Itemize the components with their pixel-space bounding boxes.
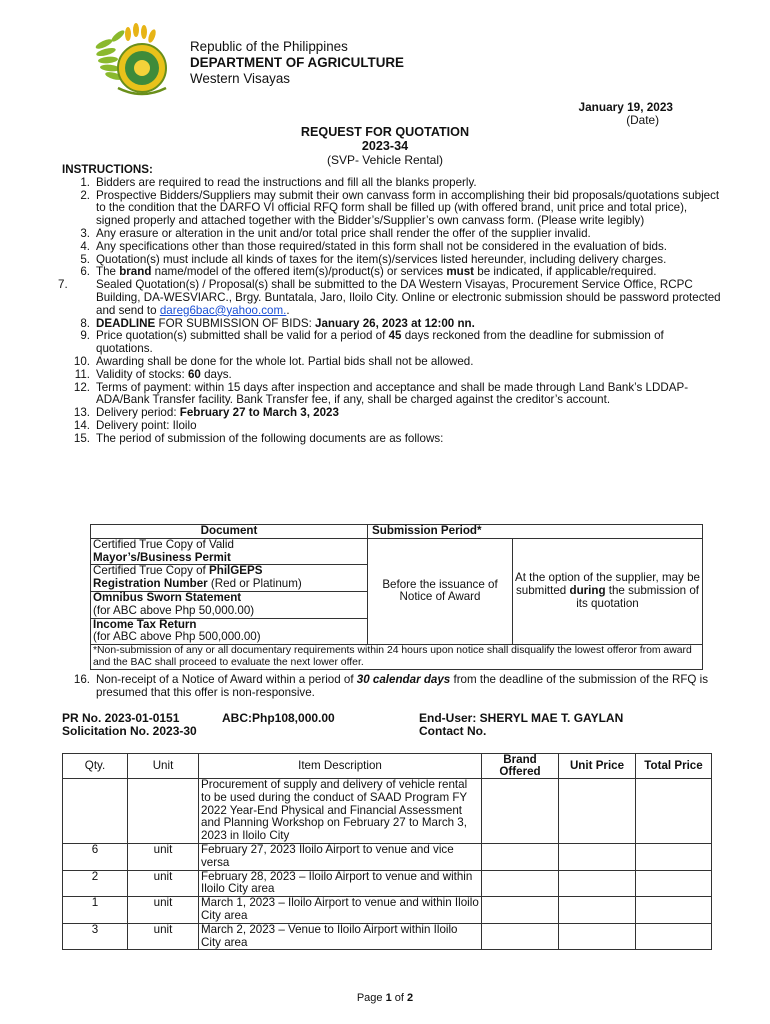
- brand-input[interactable]: [482, 870, 559, 897]
- solicitation-number: Solicitation No. 2023-30: [62, 724, 197, 738]
- header-region: Western Visayas: [190, 71, 290, 86]
- qty-cell: 6: [63, 843, 128, 870]
- total-price-header: Total Price: [636, 754, 712, 779]
- instruction-16: [62, 674, 722, 700]
- brand-input[interactable]: [482, 923, 559, 950]
- qty-cell: 1: [63, 897, 128, 924]
- instruction-item: 4. Any specifications other than those required/stated in this form shall not be considered in the evaluation of bids.: [80, 239, 668, 253]
- instructions: [58, 163, 722, 446]
- doc-note: *Non-submission of any or all documentary requirements within 24 hours upon notice shall disqualify the lowest offeror from award and the BAC shall proceed to evaluate the next lower offer.: [91, 645, 703, 670]
- instruction-item: 1. Bidders are required to read the instructions and fill all the blanks properly.: [80, 175, 477, 189]
- unit-cell: unit: [128, 923, 199, 950]
- instruction-item: 15. The period of submission of the following documents are as follows:: [73, 431, 444, 445]
- total-price-input[interactable]: [636, 779, 712, 844]
- doc-row: Certified True Copy of PhilGEPS Registration Number (Red or Platinum): [91, 565, 368, 592]
- unit-cell: unit: [128, 870, 199, 897]
- instruction-item: 5. Quotation(s) must include all kinds of taxes for the item(s)/services listed hereunder, including delivery charges.: [80, 252, 667, 266]
- unit-price-input[interactable]: [559, 923, 636, 950]
- instruction-item: 14. Delivery point: Iloilo: [73, 418, 197, 432]
- qty-cell: 2: [63, 870, 128, 897]
- instruction-item: 11. Validity of stocks: 60 days.: [74, 367, 232, 381]
- total-price-input[interactable]: [636, 870, 712, 897]
- rfq-number: 2023-34: [361, 139, 409, 153]
- brand-input[interactable]: [482, 843, 559, 870]
- total-pages: 2: [407, 992, 414, 1004]
- items-table: [62, 753, 712, 950]
- unit-cell: [128, 779, 199, 844]
- department-logo: [92, 22, 184, 100]
- table-row: [63, 897, 712, 924]
- desc-cell: February 28, 2023 – Iloilo Airport to venue and within Iloilo City area: [199, 870, 482, 897]
- qty-cell: 3: [63, 923, 128, 950]
- rfq-title: REQUEST FOR QUOTATION: [300, 125, 470, 139]
- desc-cell: March 1, 2023 – Iloilo Airport to venue and within Iloilo City area: [199, 897, 482, 924]
- desc-cell: March 2, 2023 – Venue to Iloilo Airport within Iloilo City area: [199, 923, 482, 950]
- total-price-input[interactable]: [636, 897, 712, 924]
- brand-input[interactable]: [482, 779, 559, 844]
- header-department: DEPARTMENT OF AGRICULTURE: [190, 55, 404, 70]
- documents-table: [90, 524, 703, 670]
- qty-header: Qty.: [63, 754, 128, 779]
- instructions-list: [58, 175, 722, 446]
- doc-row: Income Tax Return (for ABC above Php 500,000.00): [91, 618, 368, 645]
- date-label: (Date): [626, 113, 659, 127]
- contact-number: Contact No.: [419, 724, 487, 738]
- date-value: January 19, 2023: [578, 100, 673, 114]
- table-row: [63, 923, 712, 950]
- table-row: [63, 843, 712, 870]
- total-price-input[interactable]: [636, 923, 712, 950]
- current-page: 1: [385, 992, 392, 1004]
- doc-row: Omnibus Sworn Statement (for ABC above Php 50,000.00): [91, 591, 368, 618]
- instruction-item: 12. Terms of payment: within 15 days after inspection and acceptance and shall be made through Land Bank’s LDDAP-ADA/Bank Transfer facility. Bank Transfer fee, if any, shall be charged against the creditor’s account.: [73, 380, 689, 407]
- period-col-header: Submission Period*: [368, 525, 703, 539]
- page-footer: Page 1 of 2: [356, 992, 414, 1004]
- email-link[interactable]: dareg6bac@yahoo.com.: [159, 303, 287, 317]
- unit-cell: unit: [128, 843, 199, 870]
- table-row: [63, 870, 712, 897]
- item-intro: Procurement of supply and delivery of vehicle rental to be used during the conduct of SAAD Program FY 2022 Year-End Physical and Financial Assessment and Planning Workshop on February 27 to March 3, 2023 in Iloilo City: [199, 779, 482, 844]
- brand-input[interactable]: [482, 897, 559, 924]
- abc-amount: ABC:Php108,000.00: [222, 711, 335, 725]
- unit-cell: unit: [128, 897, 199, 924]
- unit-price-input[interactable]: [559, 897, 636, 924]
- pr-number: PR No. 2023-01-0151: [62, 711, 180, 725]
- qty-cell: [63, 779, 128, 844]
- desc-header: Item Description: [199, 754, 482, 779]
- instruction-item: 16. Non-receipt of a Notice of Award within a period of 30 calendar days from the deadline of the submission of the RFQ is presumed that this offer is non-responsive.: [73, 673, 709, 699]
- brand-header: Brand Offered: [482, 754, 559, 779]
- instruction-item: 2. Prospective Bidders/Suppliers may submit their own canvass form in accomplishing their bid proposals/quotations subject to the condition that the DARFO VI official RFQ form shall be filled up (with offered brand, unit price and total price), signed properly and attached together with the Bidder’s/Supplier’s own canvass form. (Please write legibly): [80, 188, 720, 228]
- total-price-input[interactable]: [636, 843, 712, 870]
- instruction-item: 8. DEADLINE FOR SUBMISSION OF BIDS: January 26, 2023 at 12:00 nn.: [80, 316, 475, 330]
- unit-header: Unit: [128, 754, 199, 779]
- end-user: End-User: SHERYL MAE T. GAYLAN: [419, 711, 624, 725]
- unit-price-input[interactable]: [559, 870, 636, 897]
- period-option: At the option of the supplier, may be submitted during the submission of its quotation: [513, 538, 703, 644]
- doc-col-header: Document: [91, 525, 368, 539]
- instruction-item: 13. Delivery period: February 27 to March 3, 2023: [73, 406, 339, 420]
- unit-price-input[interactable]: [559, 779, 636, 844]
- rfq-subtitle: (SVP- Vehicle Rental): [326, 153, 444, 167]
- period-before-award: Before the issuance of Notice of Award: [368, 538, 513, 644]
- instruction-item: 7. Sealed Quotation(s) / Proposal(s) shall be submitted to the DA Western Visayas, Procurement Service Office, RCPC Building, DA-WESVIARC., Brgy. Buntatala, Jaro, Iloilo City. Online or electronic submission should be password protected and send to dareg6bac@yahoo.com..: [58, 278, 721, 317]
- header-republic: Republic of the Philippines: [190, 39, 348, 54]
- instruction-item: 6. The brand name/model of the offered item(s)/product(s) or services must be indicated, if applicable/required.: [80, 265, 657, 279]
- instruction-item: 9. Price quotation(s) submitted shall be valid for a period of 45 days reckoned from the deadline for submission of quotations.: [80, 329, 664, 356]
- instructions-heading: INSTRUCTIONS:: [62, 163, 153, 176]
- unit-price-input[interactable]: [559, 843, 636, 870]
- instruction-item: 10. Awarding shall be done for the whole lot. Partial bids shall not be allowed.: [73, 354, 474, 368]
- desc-cell: February 27, 2023 Iloilo Airport to venue and vice versa: [199, 843, 482, 870]
- unit-price-header: Unit Price: [559, 754, 636, 779]
- instruction-item: 3. Any erasure or alteration in the unit and/or total price shall render the offer of the supplier invalid.: [80, 226, 591, 240]
- doc-row: Certified True Copy of Valid Mayor’s/Business Permit: [91, 538, 368, 565]
